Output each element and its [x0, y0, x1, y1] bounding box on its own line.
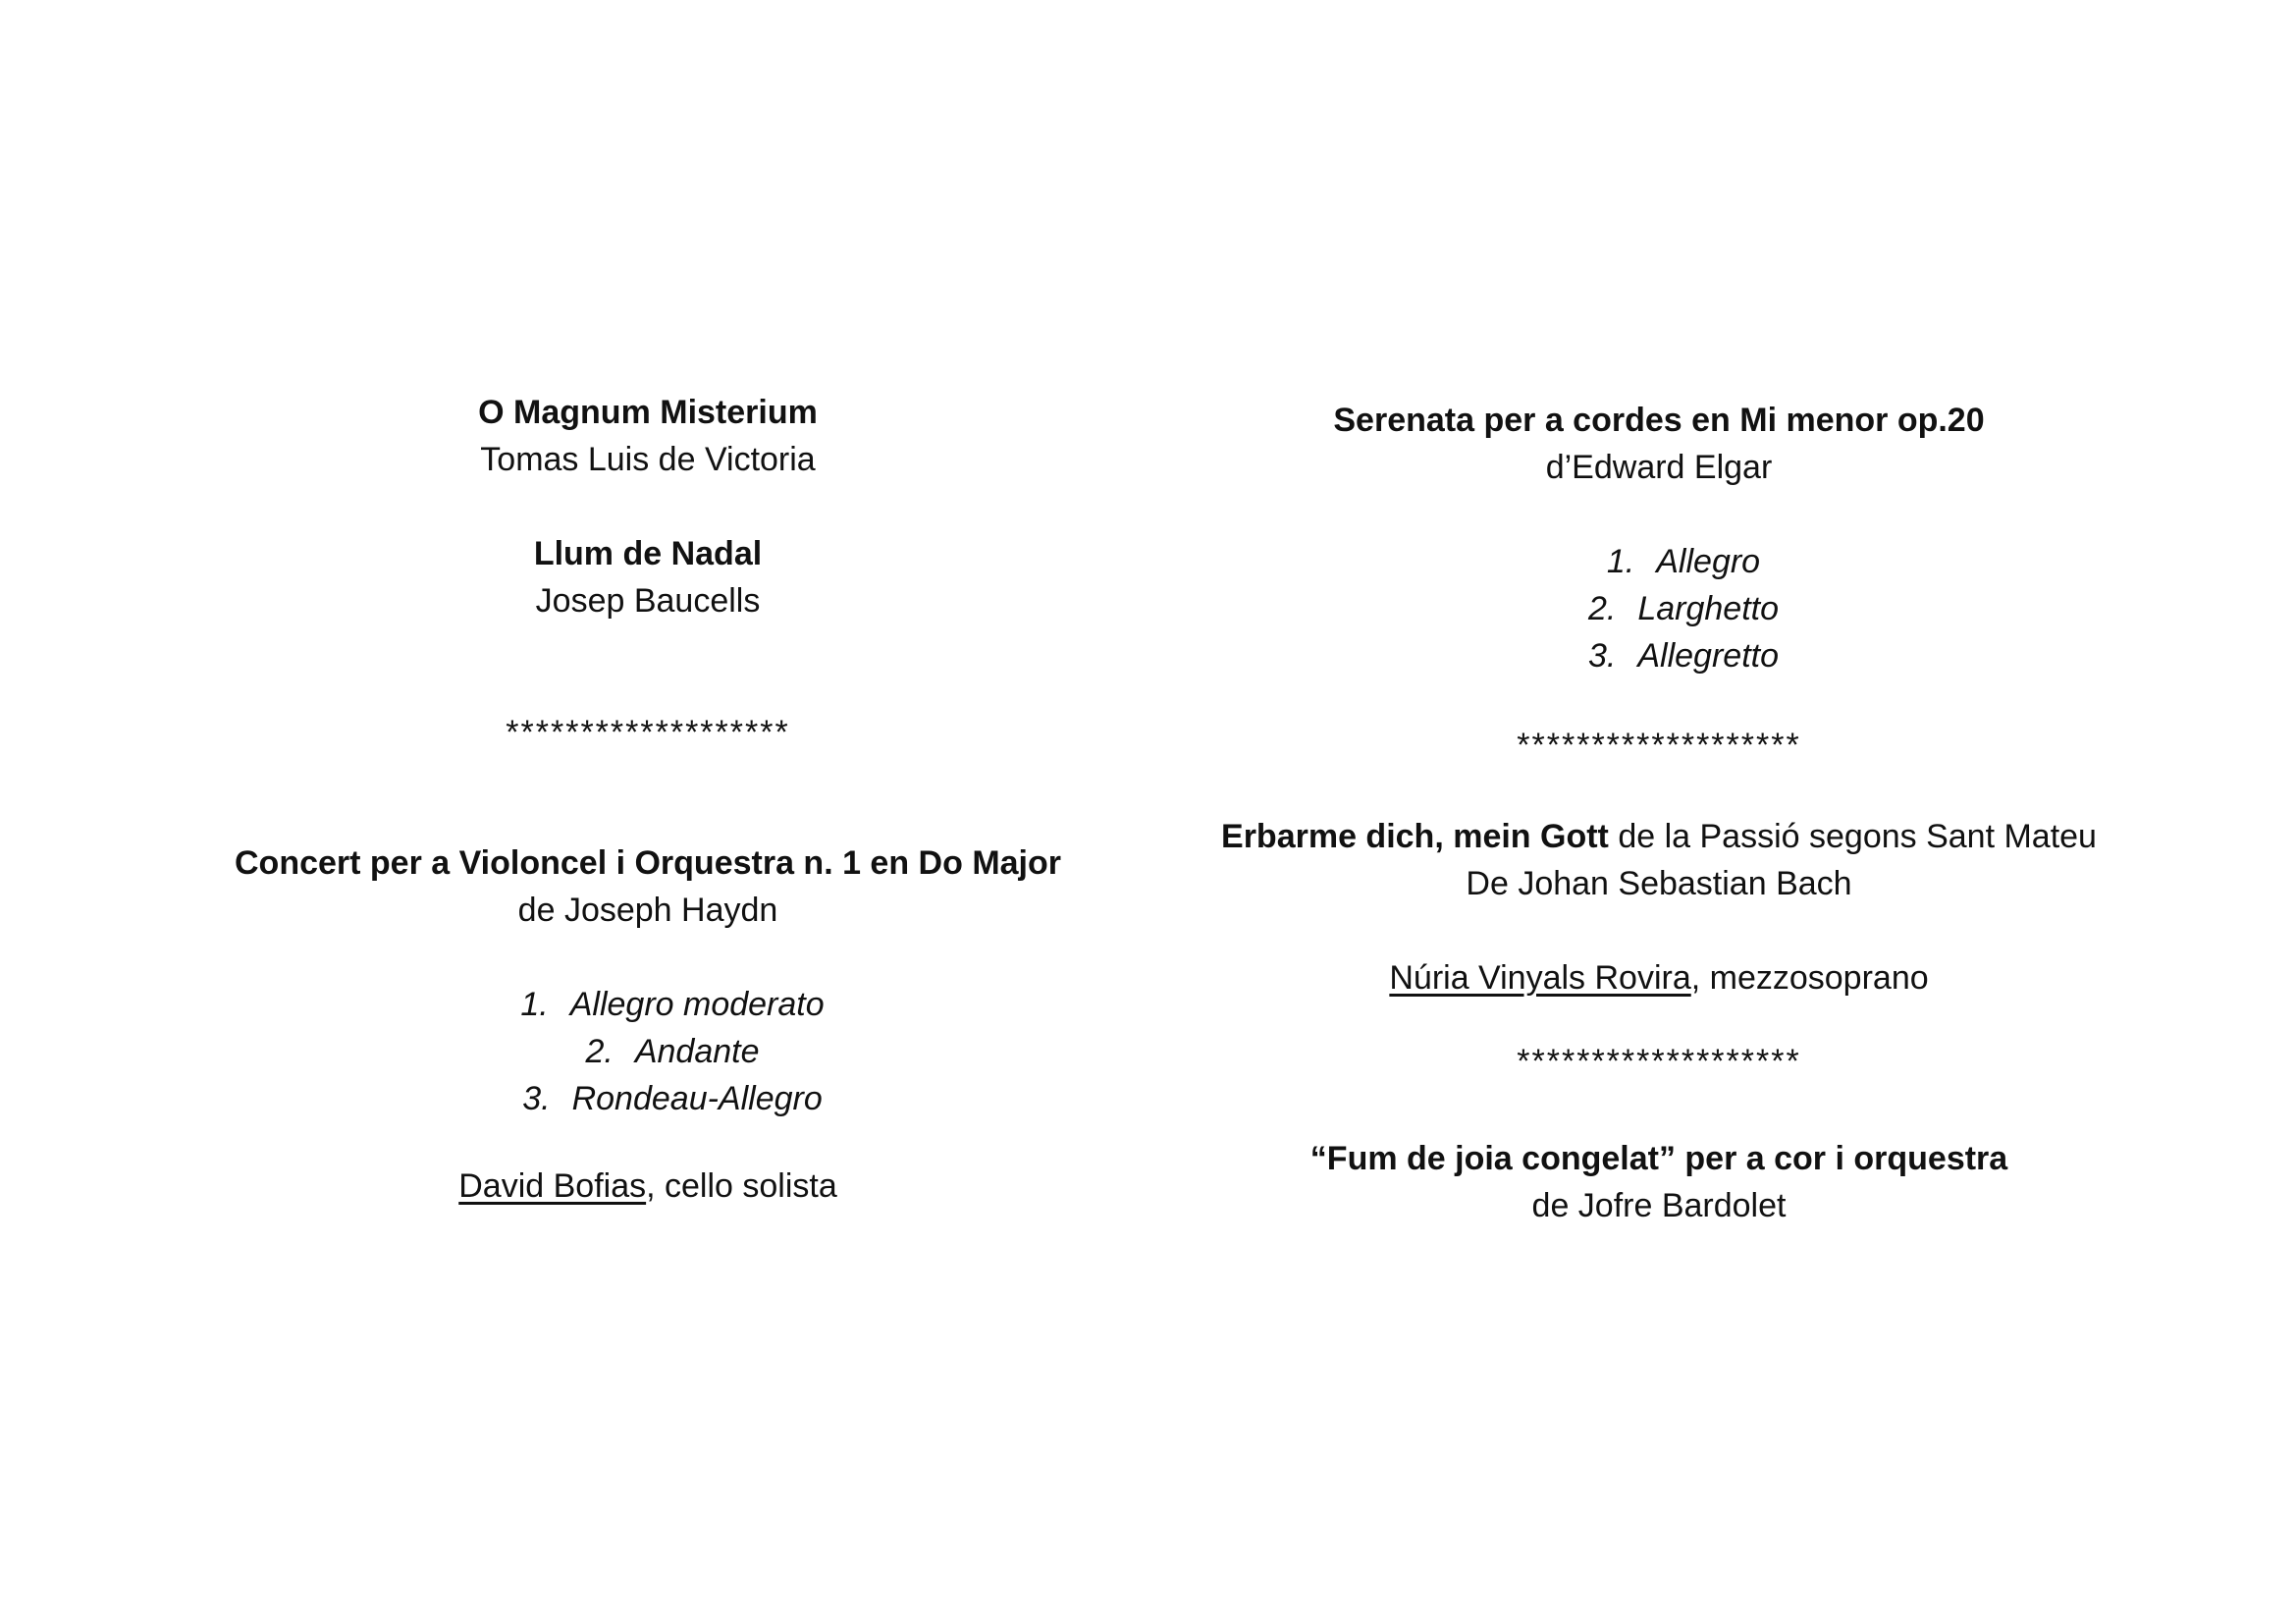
right-separator-2: *******************: [1517, 1043, 1801, 1080]
right-movement-3: [1588, 632, 1779, 679]
left-piece2-composer: Josep Baucells: [535, 582, 761, 620]
movement-name: Allegro moderato: [569, 986, 825, 1023]
soloist-role: , mezzosoprano: [1690, 959, 1929, 997]
left-movement-2: [585, 1028, 759, 1075]
right-piece3-title: “Fum de joia congelat” per a cor i orquestra: [1309, 1140, 2008, 1177]
right-piece2-title-line: [1221, 813, 2097, 860]
left-soloist: [458, 1163, 837, 1210]
right-piece2-composer: De Johan Sebastian Bach: [1466, 865, 1852, 902]
soloist-name: David Bofias: [458, 1167, 647, 1205]
movement-name: Rondeau-Allegro: [571, 1080, 823, 1117]
left-piece3-composer: de Joseph Haydn: [517, 892, 778, 929]
movement-name: Andante: [634, 1033, 760, 1070]
movement-name: Allegretto: [1637, 637, 1779, 675]
right-piece1-composer: d’Edward Elgar: [1545, 449, 1773, 486]
movement-number: 3.: [522, 1080, 551, 1117]
movement-number: 1.: [520, 986, 549, 1023]
right-piece2-title-rest: de la Passió segons Sant Mateu: [1608, 818, 2097, 855]
movement-number: 1.: [1606, 543, 1635, 580]
right-piece3-composer: de Jofre Bardolet: [1531, 1187, 1787, 1224]
right-soloist: [1389, 954, 1928, 1001]
movement-name: Larghetto: [1637, 590, 1780, 627]
left-piece1-composer: Tomas Luis de Victoria: [480, 441, 816, 478]
right-movement-2: [1588, 585, 1779, 632]
movement-number: 2.: [1587, 590, 1617, 627]
left-piece2-title: Llum de Nadal: [533, 535, 763, 572]
movement-number: 2.: [585, 1033, 614, 1070]
movement-name: Allegro: [1656, 543, 1761, 580]
movement-number: 3.: [1588, 637, 1617, 675]
right-movement-1: [1607, 538, 1760, 585]
left-movement-1: [520, 981, 824, 1028]
left-movement-3: [522, 1075, 823, 1122]
right-piece2-title: Erbarme dich, mein Gott: [1221, 818, 1609, 855]
soloist-name: Núria Vinyals Rovira: [1389, 959, 1691, 997]
left-piece1-title: O Magnum Misterium: [478, 394, 818, 431]
left-separator: *******************: [506, 714, 790, 751]
left-piece3-title: Concert per a Violoncel i Orquestra n. 1 en Do Major: [234, 844, 1062, 882]
right-piece1-title: Serenata per a cordes en Mi menor op.20: [1333, 402, 1985, 439]
right-separator-1: *******************: [1517, 727, 1801, 764]
soloist-role: , cello solista: [646, 1167, 837, 1205]
